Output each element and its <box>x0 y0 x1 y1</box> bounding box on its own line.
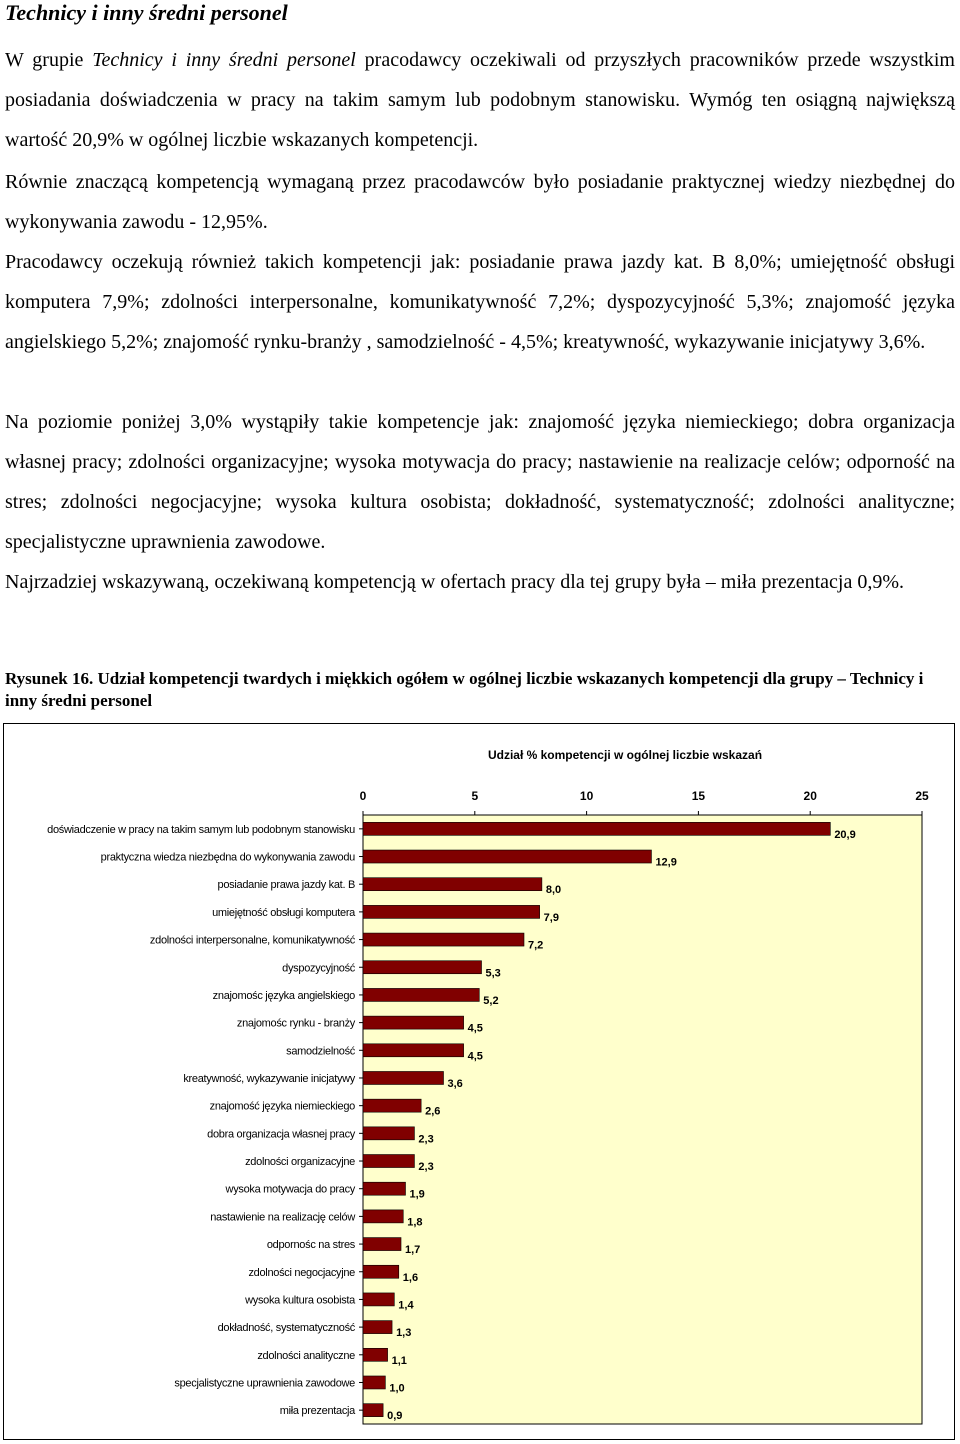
paragraph-intro-start: W grupie <box>5 49 93 71</box>
data-label: 1,7 <box>405 1244 421 1257</box>
bar <box>363 1348 388 1361</box>
data-label: 5,3 <box>485 967 501 980</box>
category-label: odpornośc na stres <box>266 1239 355 1252</box>
bar <box>363 878 542 891</box>
bar <box>363 1016 464 1029</box>
bar <box>363 1238 401 1251</box>
bar <box>363 1044 464 1057</box>
bar <box>363 1210 403 1223</box>
bar <box>363 850 651 863</box>
x-tick-label: 10 <box>579 789 594 803</box>
data-label: 4,5 <box>467 1050 483 1063</box>
data-label: 1,4 <box>398 1299 414 1312</box>
x-axis-ticks <box>360 789 929 815</box>
category-label: wysoka kultura osobista <box>245 1294 355 1307</box>
category-labels <box>47 824 363 1417</box>
bar <box>363 905 540 918</box>
chart-title: Udział % kompetencji w ogólnej liczbie wskazań <box>487 748 763 762</box>
bar <box>363 1265 399 1278</box>
bar <box>363 1404 383 1417</box>
section-heading: Technicy i inny średni personel <box>5 0 288 25</box>
category-label: znajomośc języka angielskiego <box>212 989 355 1002</box>
bar <box>363 1321 392 1334</box>
bar <box>363 1127 414 1140</box>
data-label: 20,9 <box>834 828 856 841</box>
paragraph-intro <box>5 40 955 160</box>
category-label: dobra organizacja własnej pracy <box>207 1128 355 1141</box>
paragraph-intro-rest: pracodawcy oczekiwali od przyszłych pracowników przede wszystkim posiadania doświadczenia w pracy na takim samym lub podobnym stanowisku. Wymóg ten osiągną największą wartość 20,9% w ogólnej liczbie wskazanych kompetencji. <box>5 49 955 151</box>
bar <box>363 1376 385 1389</box>
data-label: 12,9 <box>655 856 677 869</box>
bar <box>363 961 482 974</box>
category-label: zdolności interpersonalne, komunikatywność <box>149 934 355 947</box>
bar <box>363 1099 421 1112</box>
category-label: zdolności negocjacyjne <box>248 1266 355 1279</box>
category-label: zdolności organizacyjne <box>245 1156 355 1169</box>
bar <box>363 1155 414 1168</box>
category-label: dyspozycyjność <box>282 962 355 975</box>
bar <box>363 1182 405 1195</box>
category-label: nastawienie na realizację celów <box>210 1211 355 1224</box>
group-name-italic: Technicy i inny średni personel <box>92 49 356 71</box>
bar <box>363 988 479 1001</box>
category-label: doświadczenie w pracy na takim samym lub podobnym stanowisku <box>47 823 355 836</box>
category-label: samodzielność <box>286 1045 355 1058</box>
category-label: wysoka motywacja do pracy <box>225 1183 355 1196</box>
data-label: 1,9 <box>409 1188 425 1201</box>
category-label: zdolności analityczne <box>257 1349 355 1362</box>
x-tick-label: 15 <box>691 789 706 803</box>
category-label: dokładność, systematyczność <box>217 1322 355 1335</box>
paragraph-other-competences: Pracodawcy oczekują również takich kompetencji jak: posiadanie prawa jazdy kat. B 8,0%; umiejętność obsługi komputera 7,9%; zdolności interpersonalne, komunikatywność 7,2%; dyspozycyjność 5,3%; znajomość języka angielskiego 5,2%; znajomość rynku-branży , samodzielność - 4,5%; kreatywność, wykazywanie inicjatywy 3,6%. <box>5 251 955 353</box>
x-tick-label: 20 <box>803 789 817 803</box>
data-label: 7,2 <box>527 939 544 952</box>
x-tick-label: 5 <box>471 789 479 803</box>
data-label: 8,0 <box>545 884 562 897</box>
category-label: miła prezentacja <box>279 1405 355 1418</box>
paragraph-least-indicated: Najrzadziej wskazywaną, oczekiwaną kompetencją w ofertach pracy dla tej grupy była – miła prezentacja 0,9%. <box>5 571 905 593</box>
data-label: 7,9 <box>543 911 559 924</box>
figure-caption: Rysunek 16. Udział kompetencji twardych i miękkich ogółem w ogólnej liczbie wskazanych kompetencji dla grupy – Technicy i inny średni personel <box>5 669 924 710</box>
paragraph-below-3-percent: Na poziomie poniżej 3,0% wystąpiły takie kompetencje jak: znajomość języka niemieckiego; dobra organizacja własnej pracy; zdolności organizacyjne; wysoka motywacja do pracy; nastawienie na realizacje celów; odporność na stres; zdolności negocjacyjne; wysoka kultura osobista; dokładność, systematyczność; zdolności analityczne; specjalistyczne uprawnienia zawodowe. <box>5 411 955 553</box>
bar <box>363 1293 394 1306</box>
category-label: specjalistyczne uprawnienia zawodowe <box>174 1377 355 1390</box>
category-label: znajomość języka niemieckiego <box>209 1100 355 1113</box>
data-label: 1,8 <box>407 1216 423 1229</box>
data-label: 1,6 <box>402 1271 419 1284</box>
bar <box>363 1071 443 1084</box>
data-label: 0,9 <box>387 1410 403 1423</box>
data-label: 1,0 <box>389 1382 405 1395</box>
x-tick-label: 0 <box>359 789 367 803</box>
data-label: 1,1 <box>391 1354 407 1367</box>
category-label: znajomośc rynku - branży <box>236 1017 355 1030</box>
bar-chart <box>4 724 954 1439</box>
data-label: 5,2 <box>483 994 499 1007</box>
x-tick-label: 25 <box>915 789 929 803</box>
data-label: 1,3 <box>396 1327 412 1340</box>
bar <box>363 822 830 835</box>
category-label: kreatywność, wykazywanie inicjatywy <box>183 1072 355 1085</box>
chart-frame <box>3 723 955 1440</box>
data-label: 4,5 <box>467 1022 483 1035</box>
paragraph-practical-knowledge: Równie znaczącą kompetencją wymaganą przez pracodawców było posiadanie praktycznej wiedzy niezbędnej do wykonywania zawodu - 12,95%. <box>5 171 955 233</box>
data-label: 2,6 <box>425 1105 441 1118</box>
data-label: 2,3 <box>418 1161 434 1174</box>
data-label: 3,6 <box>447 1077 463 1090</box>
category-label: posiadanie prawa jazdy kat. B <box>217 879 355 892</box>
data-label: 2,3 <box>418 1133 434 1146</box>
category-label: umiejętność obsługi komputera <box>212 906 355 919</box>
bar <box>363 933 524 946</box>
category-label: praktyczna wiedza niezbędna do wykonywania zawodu <box>100 851 355 864</box>
